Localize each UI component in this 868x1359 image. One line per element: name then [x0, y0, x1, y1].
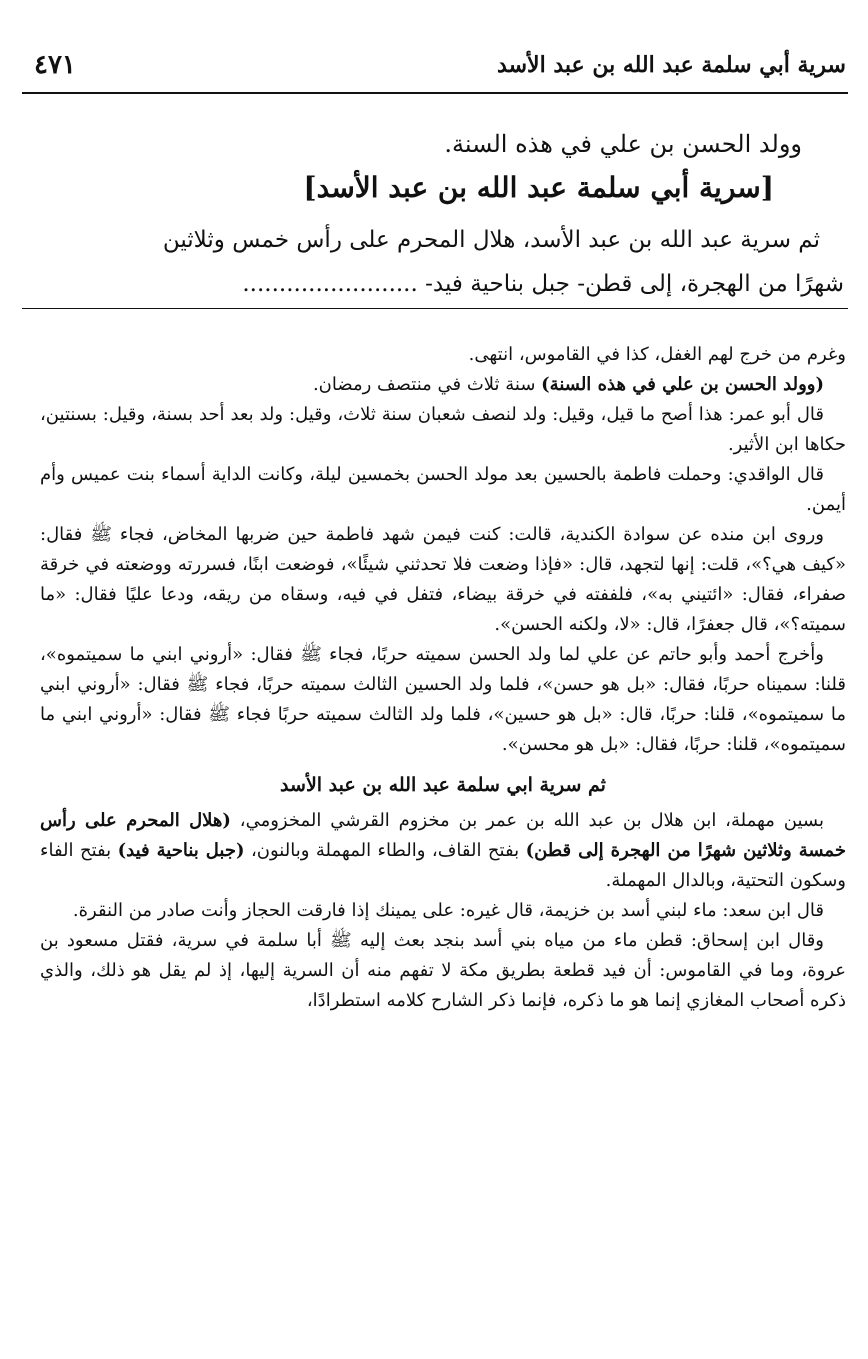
quoted-matn: (هلال المحرم على رأس خمسة وثلاثين شهرًا من الهجرة إلى قطن) [40, 810, 846, 861]
commentary-para-9: وقال ابن إسحاق: قطن ماء من مياه بني أسد بنجد بعث إليه ﷺ أبا سلمة في سرية، فقتل مسعود بن عروة، وما في القاموس: أن فيد قطعة بطريق مكة لا تفهم منه أن السرية إليها، إذ لم يقل هو ذلك، والذي ذكره أصحاب المغازي إنما هو ما ذكره، فإنما ذكر الشارح كلامه استطرادًا، [40, 930, 846, 1011]
commentary-para-4: قال الواقدي: وحملت فاطمة بالحسين بعد مولد الحسن بخمسين ليلة، وكانت الداية أسماء بنت عميس وأم أيمن. [40, 464, 846, 515]
commentary-text: بفتح القاف، والطاء المهملة وبالنون، [244, 840, 526, 861]
commentary-para-1: وغرم من خرج لهم الغفل، كذا في القاموس، انتهى. [468, 344, 846, 365]
matn-para-line2-text: شهرًا من الهجرة، إلى قطن- جبل بناحية فيد- [425, 271, 844, 297]
commentary-para-7 [40, 806, 846, 896]
page-number: ٤٧١ [34, 50, 76, 80]
commentary-para-8: قال ابن سعد: ماء لبني أسد بن خزيمة، قال غيره: على يمينك إذا فارقت الحجاز وأنت صادر من النقرة. [72, 900, 824, 921]
matn-first-line: وولد الحسن بن علي في هذه السنة. [444, 130, 802, 158]
matn-para-line1: ثم سرية عبد الله بن عبد الأسد، هلال المحرم على رأس خمس وثلاثين [162, 227, 820, 253]
matn-para-line2 [44, 262, 844, 306]
quoted-matn: (وولد الحسن بن علي في هذه السنة) [541, 374, 824, 395]
commentary-section-heading: ثم سرية ابي سلمة عبد الله بن عبد الأسد [280, 774, 606, 796]
matn-dots: ........................ [242, 271, 418, 297]
matn-section-heading: [سرية أبي سلمة عبد الله بن عبد الأسد] [303, 171, 774, 204]
matn-divider [22, 308, 848, 309]
header-rule [22, 92, 848, 94]
page-header [34, 44, 846, 86]
commentary-text: بسين مهملة، ابن هلال بن عبد الله بن عمر بن مخزوم القرشي المخزومي، [230, 810, 824, 831]
commentary [40, 340, 846, 1016]
quoted-matn: (جبل بناحية فيد) [117, 840, 245, 861]
commentary-para-3: قال أبو عمر: هذا أصح ما قيل، وقيل: ولد لنصف شعبان سنة ثلاث، وقيل: ولد بعد أحد بسنة، وقيل: بسنتين، حكاها ابن الأثير. [40, 404, 846, 455]
commentary-para-2 [40, 370, 846, 400]
commentary-text: بفتح الفاء وسكون التحتية، وبالدال المهملة. [40, 840, 846, 891]
commentary-text: سنة ثلاث في منتصف رمضان. [312, 374, 542, 395]
matn-paragraph [44, 218, 844, 306]
running-title: سرية أبي سلمة عبد الله بن عبد الأسد [497, 52, 846, 78]
commentary-para-5: وروى ابن منده عن سوادة الكندية، قالت: كنت فيمن شهد فاطمة حين ضربها المخاض، فجاء ﷺ فقال: «كيف هي؟»، قلت: إنها لتجهد، قال: «فإذا وضعت فلا تحدثني شيئًا»، فوضعت ابنًا، فسررته ووضعته في خرقة صفراء، فقال: «ائتيني به»، فلففته في خرقة بيضاء، فتفل في فيه، وسقاه من ريقه، ودعا عليًا فقال: «ما سميته؟»، قال جعفرًا، قال: «لا، ولكنه الحسن». [40, 524, 846, 635]
commentary-para-6: وأخرج أحمد وأبو حاتم عن علي لما ولد الحسن سميته حربًا، فجاء ﷺ فقال: «أروني ابني ما سميتموه»، قلنا: سميناه حربًا، فقال: «بل هو حسن»، فلما ولد الحسين الثالث سميته حربًا، فجاء ﷺ فقال: «أروني ابني ما سميتموه»، قلنا: حربًا، قال: «بل هو حسين»، فلما ولد الثالث سميته حربًا فجاء ﷺ فقال: «أروني ابني ما سميتموه»، قلنا: حربًا، فقال: «بل هو محسن». [40, 644, 846, 755]
